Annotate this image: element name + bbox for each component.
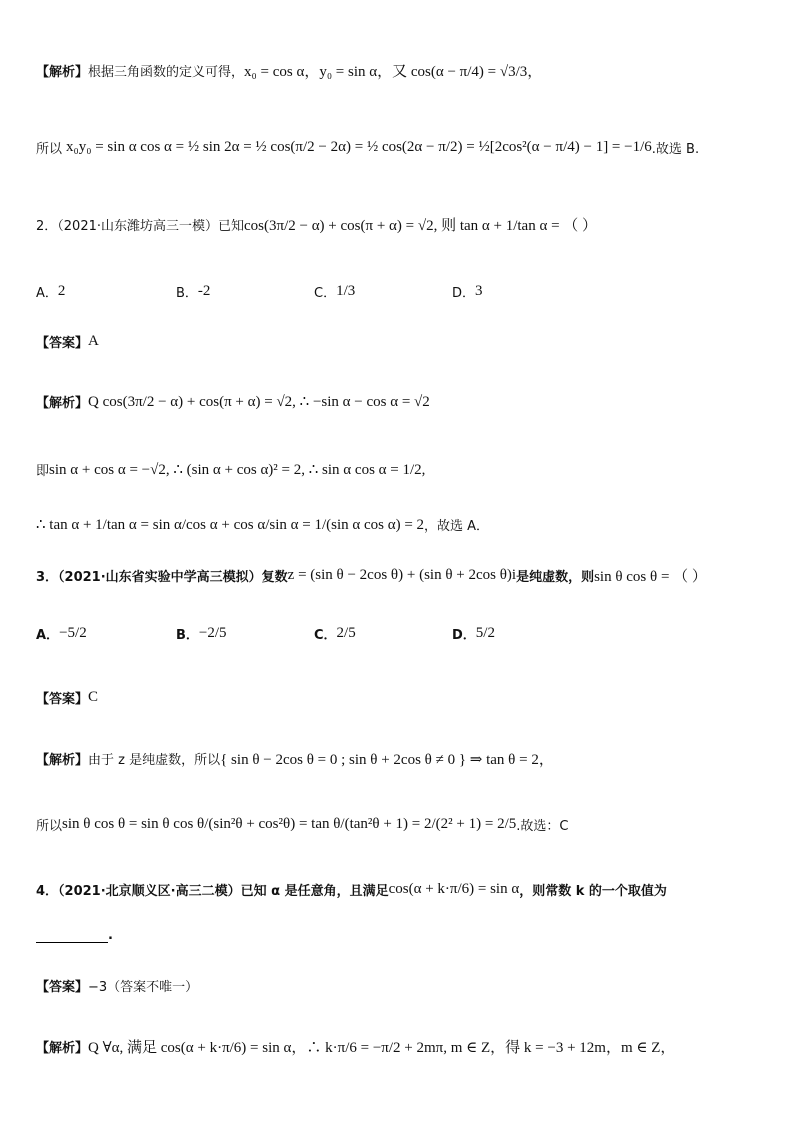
option-c: C． 1/3 [314,283,356,301]
solution-suffix: .故选：C [516,819,569,834]
question-3-stem [36,565,774,586]
solution-suffix: .故选 B. [651,142,700,157]
solution-prefix: 所以 [36,142,63,157]
jiexi-label: 【解析】 [36,753,89,768]
jiexi-label: 【解析】 [36,65,89,80]
question-2-solution-1 [36,392,774,411]
option-a: A． 2 [36,283,66,301]
question-header: 3．（2021·山东省实验中学高三模拟）复数 [36,570,288,585]
option-d: D． 3 [452,283,483,301]
solution-math: Q cos(3π/2 − α) + cos(π + α) = √2, ∴ −sin α − cos α = √2 [88,394,430,410]
answer-value: C [88,689,99,705]
question-math: sin θ cos θ = （ ） [594,569,707,585]
answer-label: 【答案】 [36,980,89,995]
answer-label: 【答案】 [36,336,89,351]
question-4-stem [36,880,774,899]
solution-math: sin θ cos θ = sin θ cos θ/(sin²θ + cos²θ) = tan θ/(tan²θ + 1) = 2/(2² + 1) = 2/5 [62,816,517,832]
solution-math: sin α + cos α = −√2, ∴ (sin α + cos α)² = 2, ∴ sin α cos α = 1/2, [49,462,426,478]
answer-value: −3（答案不唯一） [88,980,199,995]
question-text: ，则常数 k 的一个取值为 [519,884,667,899]
solution-text: 由于 z 是纯虚数，所以 [88,753,221,768]
question-2-answer [36,332,774,351]
question-4-solution-1 [36,1036,774,1057]
solution-math: x₀y₀ = sin α cos α = ½ sin 2α = ½ cos(π/2 − 2α) = ½ cos(2α − π/2) = ½[2cos²(α − π/4) − 1] = −1/6 [66,139,652,155]
solution-text: 根据三角函数的定义可得， [88,65,245,80]
question-3-solution-1 [36,748,774,769]
option-c: C． 2/5 [314,625,356,643]
option-b: B． -2 [176,283,211,301]
solution-prefix: 即 [36,464,50,479]
jiexi-label: 【解析】 [36,396,89,411]
question-2-solution-2 [36,460,774,479]
question-2-options [36,282,736,304]
answer-value: A [88,333,99,349]
solution-line-2 [36,138,774,157]
solution-math: ∴ tan α + 1/tan α = sin α/cos α + cos α/sin α = 1/(sin α cos α) = 2 [36,517,425,533]
question-3-options [36,624,736,646]
question-header: 4．（2021·北京顺义区·高三二模）已知 α 是任意角，且满足 [36,884,389,899]
question-3-solution-2 [36,815,774,834]
solution-suffix: ，故选 A． [424,519,490,534]
question-math: cos(α + k·π/6) = sin α [388,881,520,897]
question-2-solution-3 [36,515,774,534]
jiexi-label: 【解析】 [36,1041,89,1056]
question-math: cos(3π/2 − α) + cos(π + α) = √2, 则 tan α + 1/tan α = （ ） [244,218,598,234]
blank-suffix: . [108,928,113,943]
option-a: A． −5/2 [36,625,87,643]
solution-math: Q ∀α, 满足 cos(α + k·π/6) = sin α，∴ k·π/6 = −π/2 + 2mπ, m ∈ Z，得 k = −3 + 12m，m ∈ Z， [88,1040,676,1056]
answer-label: 【答案】 [36,692,89,707]
option-d: D． 5/2 [452,625,495,643]
option-b: B． −2/5 [176,625,227,643]
solution-prefix: 所以 [36,819,63,834]
question-3-answer [36,688,774,707]
answer-blank [36,928,108,943]
question-4-blank [36,928,774,943]
solution-line-1 [36,60,774,81]
solution-math: x₀ = cos α，y₀ = sin α，又 cos(α − π/4) = √3/3， [244,64,543,80]
question-header: 2．（2021·山东潍坊高三一模）已知 [36,219,244,234]
question-text: 是纯虚数，则 [516,570,595,585]
solution-math: { sin θ − 2cos θ = 0 ; sin θ + 2cos θ ≠ 0 } ⇒ tan θ = 2， [220,752,554,768]
question-2-stem [36,214,774,235]
question-4-answer [36,976,774,995]
question-math: z = (sin θ − 2cos θ) + (sin θ + 2cos θ)i [287,567,517,583]
